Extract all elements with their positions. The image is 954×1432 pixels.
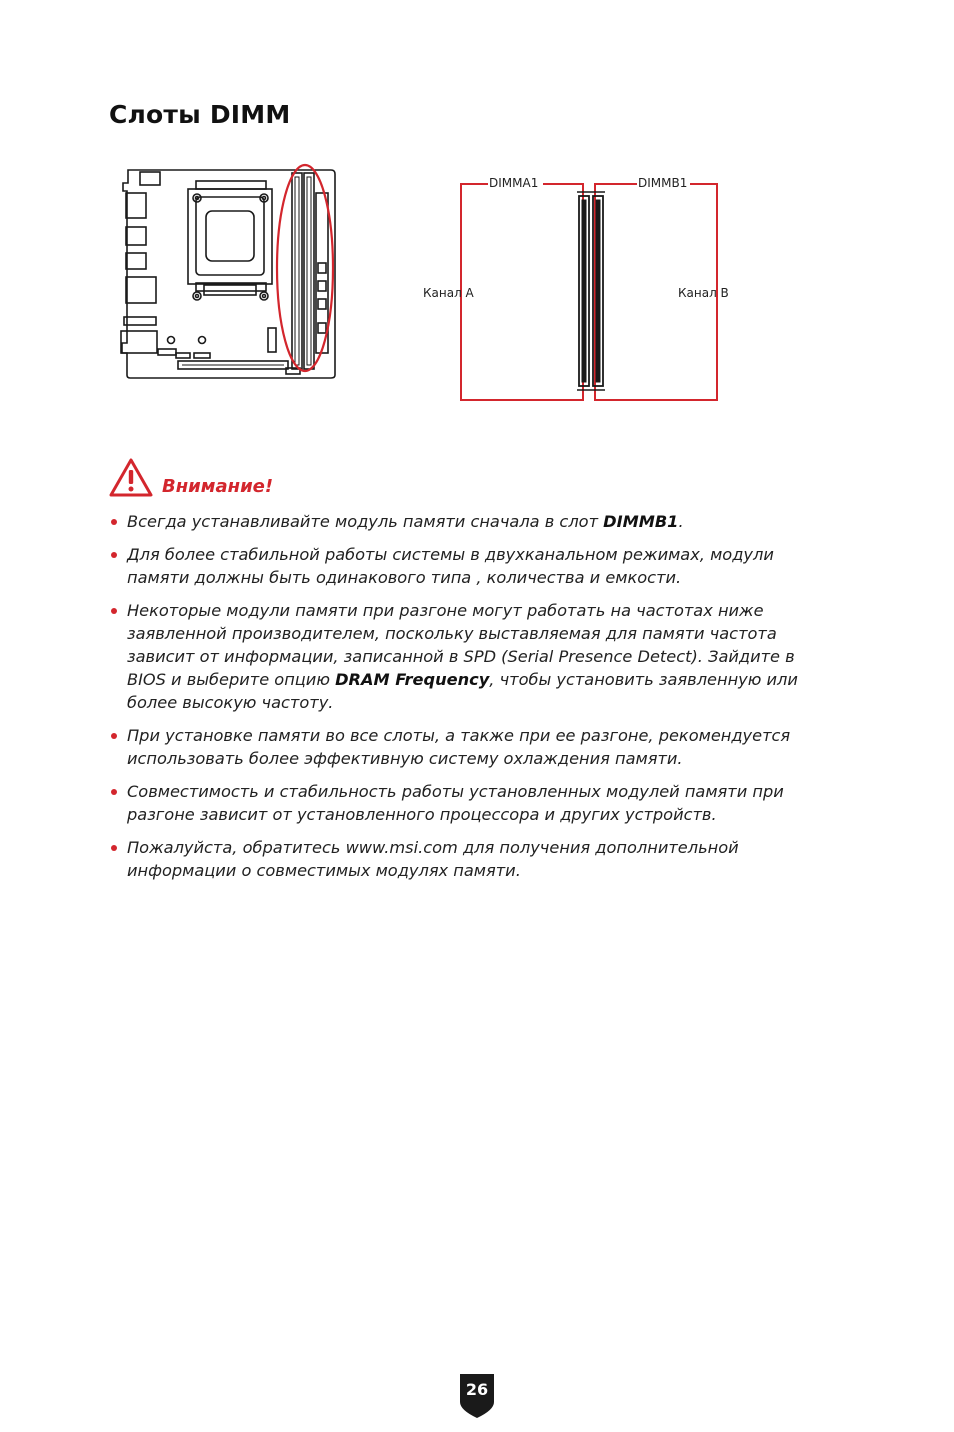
bullet-icon: [111, 845, 117, 851]
item-text-end: .: [678, 512, 684, 531]
warning-triangle-icon: [108, 457, 154, 499]
warning-item-1: [110, 510, 830, 533]
warning-list: [110, 510, 830, 892]
item-bold: DIMMB1: [603, 512, 679, 531]
item-bold: DRAM Frequency: [335, 670, 490, 689]
item-text: Всегда устанавливайте модуль памяти сначала в слот: [127, 512, 604, 531]
bullet-icon: [111, 519, 117, 525]
bullet-icon: [111, 733, 117, 739]
item-text: Некоторые модули памяти при разгоне могут работать на частотах ниже заявленной производителем, поскольку выставляемая для памяти частота зависит от информации, записанной в SPD (Serial Presence Detect). Зайдите в BIOS и выберите опцию: [127, 601, 795, 689]
warning-title: Внимание!: [162, 476, 274, 497]
page-number: 26: [465, 1380, 489, 1399]
motherboard-diagram: [116, 163, 341, 383]
item-text: Для более стабильной работы системы в двухканальном режимах, модули памяти должны быть одинакового типа , количества и емкости.: [127, 545, 774, 587]
slot-b-label: DIMMB1: [638, 176, 688, 190]
channel-a-label: Канал A: [423, 286, 474, 300]
warning-item-6: [110, 836, 830, 882]
warning-item-5: [110, 780, 830, 826]
warning-item-2: [110, 543, 830, 589]
bullet-icon: [111, 552, 117, 558]
warning-item-4: [110, 724, 830, 770]
item-text: При установке памяти во все слоты, а также при ее разгоне, рекомендуется использовать более эффективную систему охлаждения памяти.: [127, 726, 791, 768]
bullet-icon: [111, 789, 117, 795]
page-title: Слоты DIMM: [109, 100, 291, 129]
slot-a-label: DIMMA1: [489, 176, 539, 190]
channel-b-label: Канал B: [678, 286, 729, 300]
item-text: Совместимость и стабильность работы установленных модулей памяти при разгоне зависит от установленного процессора и других устройств.: [127, 782, 784, 824]
item-text-end: , чтобы установить заявленную или более высокую частоту.: [127, 670, 798, 712]
item-text: Пожалуйста, обратитесь www.msi.com для получения дополнительной информации о совместимых модулях памяти.: [127, 838, 739, 880]
dimm-highlight-ellipse: [277, 165, 333, 371]
bullet-icon: [111, 608, 117, 614]
warning-item-3: [110, 599, 830, 714]
dimm-channel-diagram: [415, 170, 755, 410]
